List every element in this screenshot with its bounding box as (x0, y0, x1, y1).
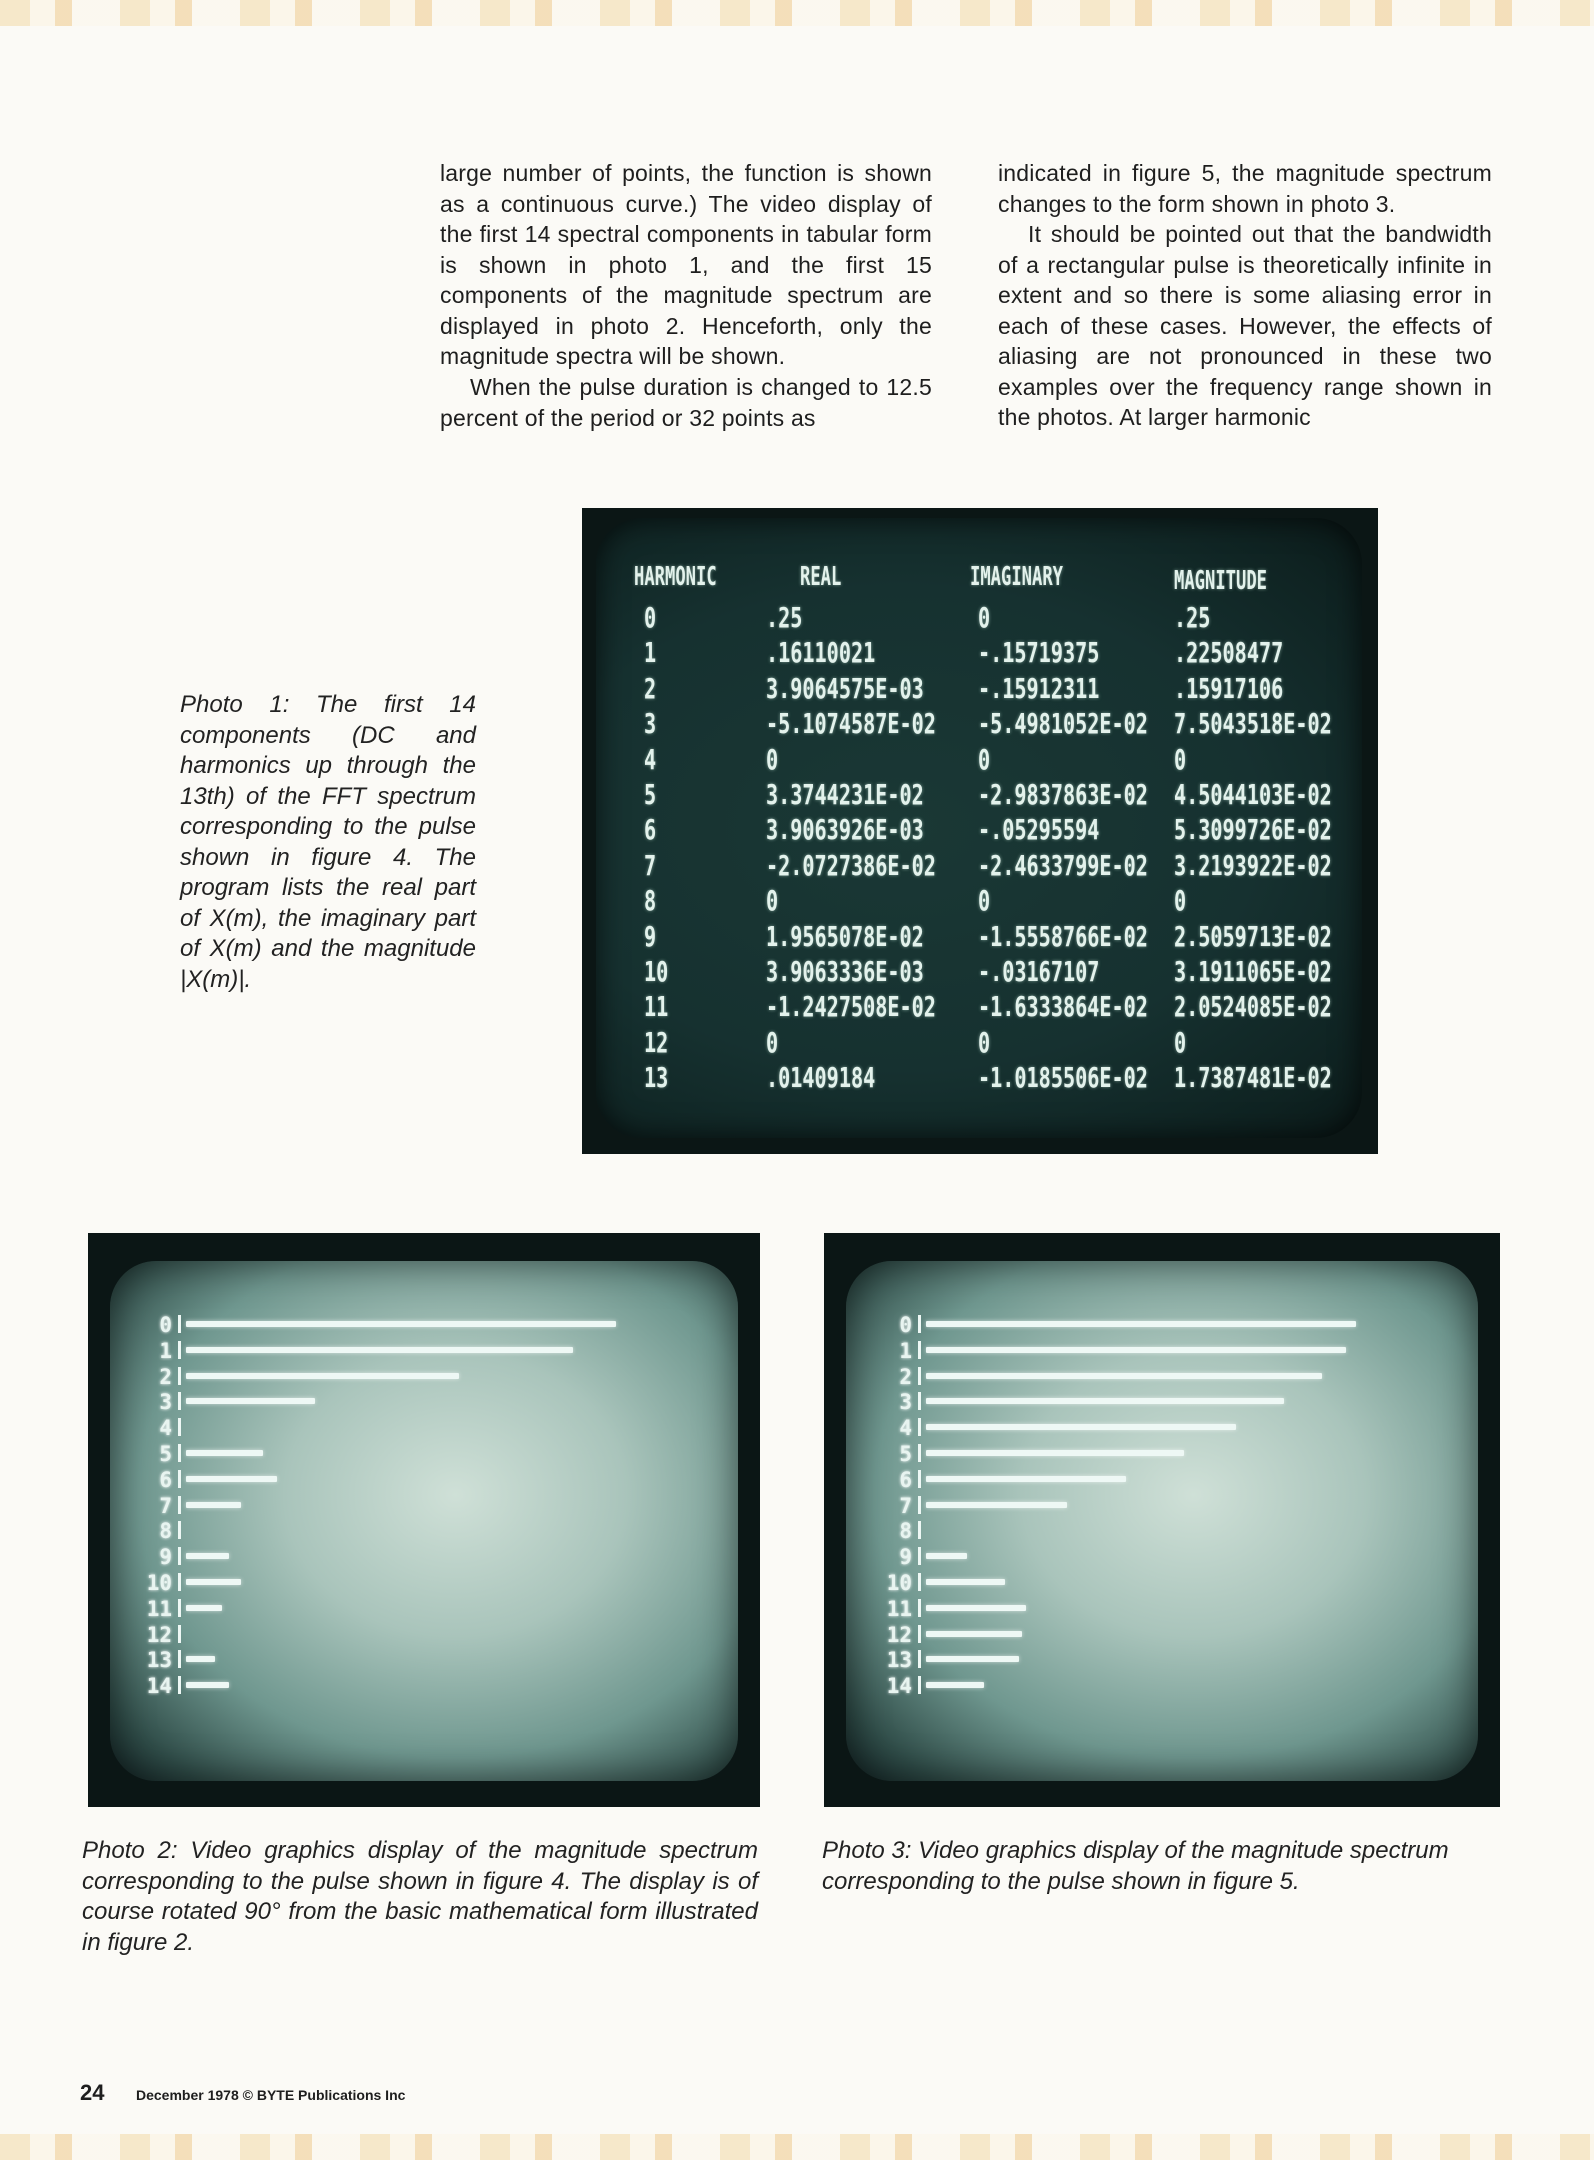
bar-baseline-tick (178, 1625, 181, 1643)
magnitude-bar (926, 1656, 1019, 1662)
photo1-cell-harmonic: 12 (644, 1025, 669, 1059)
bar-label: 7 (159, 1493, 172, 1518)
photo1-cell-real: -2.0727386E-02 (766, 848, 936, 882)
photo1-cell-real: 3.9063336E-03 (766, 955, 924, 988)
photo1-cell-harmonic: 8 (644, 884, 657, 918)
photo3-tv-bargraph (824, 1233, 1500, 1807)
magnitude-bar (926, 1373, 1322, 1379)
bar-label: 0 (159, 1313, 172, 1337)
bar-label: 11 (146, 1596, 172, 1621)
bar-row (142, 1365, 702, 1391)
bar-baseline-tick (178, 1496, 181, 1514)
photo1-cell-imaginary: -5.4981052E-02 (978, 707, 1148, 741)
photo2-tv-bargraph (88, 1233, 760, 1807)
bar-label: 5 (159, 1442, 172, 1466)
bar-label: 3 (159, 1390, 172, 1415)
photo1-header-real: REAL (800, 562, 842, 592)
bar-label: 1 (899, 1338, 912, 1363)
bar-row (142, 1648, 702, 1674)
bar-baseline-tick (178, 1521, 181, 1539)
photo1-header-imaginary: IMAGINARY (970, 562, 1063, 592)
bar-label: 10 (886, 1571, 912, 1595)
bar-label: 10 (146, 1571, 172, 1595)
photo1-cell-magnitude: 5.3099726E-02 (1174, 813, 1332, 847)
photo1-cell-real: 1.9565078E-02 (766, 919, 924, 953)
body-col-b-para-2: It should be pointed out that the bandwidth of a rectangular pulse is theoretically infinite in extent and so there is some aliasing error in each of these cases. However, the effects of aliasing are not pronounced in these two examples over the frequency range shown in the photos. At larger harmonic (998, 221, 1492, 430)
magnitude-bar (926, 1605, 1026, 1611)
photo1-cell-harmonic: 9 (644, 919, 657, 953)
photo1-cell-real: -1.2427508E-02 (766, 990, 936, 1024)
photo1-cell-harmonic: 0 (644, 601, 657, 634)
body-col-b-para-1: indicated in figure 5, the magnitude spectrum changes to the form shown in photo 3. (998, 160, 1492, 217)
photo1-cell-harmonic: 6 (644, 813, 657, 847)
photo1-tv-table (582, 508, 1378, 1154)
bar-row (882, 1545, 1442, 1571)
photo1-cell-harmonic: 2 (644, 671, 657, 705)
photo1-cell-magnitude: 3.1911065E-02 (1174, 955, 1332, 988)
photo1-cell-real: 3.9064575E-03 (766, 671, 924, 705)
photo1-cell-magnitude: .22508477 (1174, 636, 1284, 670)
photo1-cell-harmonic: 13 (644, 1061, 669, 1095)
bar-label: 5 (899, 1442, 912, 1466)
photo1-cell-real: .01409184 (766, 1061, 876, 1095)
magnitude-bar (186, 1347, 573, 1353)
magnitude-bar (186, 1321, 616, 1327)
bar-label: 11 (886, 1596, 912, 1621)
photo1-cell-real: 0 (766, 884, 779, 918)
bar-row (882, 1519, 1442, 1545)
bar-row (142, 1519, 702, 1545)
bar-baseline-tick (918, 1599, 921, 1617)
bar-row (142, 1571, 702, 1597)
photo1-cell-imaginary: 0 (978, 1025, 991, 1059)
bar-row (882, 1494, 1442, 1520)
bar-label: 6 (159, 1467, 172, 1492)
bar-row (142, 1313, 702, 1339)
photo2-caption: Photo 2: Video graphics display of the magnitude spectrum corresponding to the pulse shown in figure 4. The display is of course rotated 90° from the basic mathematical form illustrated in figure 2. (82, 1837, 758, 1956)
photo1-cell-real: -5.1074587E-02 (766, 707, 936, 741)
bar-baseline-tick (178, 1547, 181, 1565)
bar-baseline-tick (918, 1547, 921, 1565)
bar-label: 8 (899, 1519, 912, 1544)
bar-baseline-tick (918, 1341, 921, 1359)
body-col-a-para-2: When the pulse duration is changed to 12.5 percent of the period or 32 points as (440, 374, 932, 431)
photo1-cell-imaginary: -1.0185506E-02 (978, 1061, 1148, 1095)
magnitude-bar (186, 1476, 277, 1482)
bar-row (882, 1648, 1442, 1674)
magnitude-bar (186, 1605, 222, 1611)
photo1-cell-magnitude: 1.7387481E-02 (1174, 1061, 1332, 1095)
bar-baseline-tick (918, 1676, 921, 1694)
bar-baseline-tick (918, 1315, 921, 1333)
bar-label: 4 (159, 1416, 172, 1441)
body-col-a-para-1: large number of points, the function is shown as a continuous curve.) The video display of the first 14 spectral components in tabular form is shown in photo 1, and the first 15 components of the magnitude spectrum are displayed in photo 2. Henceforth, only the magnitude spectra will be shown. (440, 160, 932, 369)
photo1-cell-harmonic: 3 (644, 707, 657, 741)
bar-row (882, 1623, 1442, 1649)
bar-baseline-tick (178, 1341, 181, 1359)
bar-row (882, 1339, 1442, 1365)
magnitude-bar (186, 1656, 215, 1662)
magnitude-bar (186, 1579, 241, 1585)
photo1-cell-magnitude: 0 (1174, 884, 1187, 918)
photo1-cell-magnitude: 7.5043518E-02 (1174, 707, 1332, 741)
photo1-cell-real: .16110021 (766, 636, 876, 670)
magnitude-bar (926, 1631, 1022, 1637)
bar-label: 12 (886, 1622, 912, 1647)
bar-baseline-tick (918, 1573, 921, 1591)
photo1-cell-real: .25 (766, 601, 803, 634)
bar-baseline-tick (178, 1315, 181, 1333)
bar-row (882, 1390, 1442, 1416)
bar-baseline-tick (178, 1418, 181, 1436)
photo1-cell-real: 3.3744231E-02 (766, 778, 924, 811)
bar-row (142, 1339, 702, 1365)
bar-baseline-tick (178, 1470, 181, 1488)
magnitude-bar (186, 1373, 459, 1379)
bar-row (882, 1571, 1442, 1597)
bar-label: 3 (899, 1390, 912, 1415)
bar-row (882, 1468, 1442, 1494)
magnitude-bar (926, 1682, 984, 1688)
bar-row (882, 1597, 1442, 1623)
magnitude-bar (926, 1398, 1284, 1404)
photo1-cell-harmonic: 11 (644, 990, 669, 1024)
bar-row (142, 1623, 702, 1649)
photo1-cell-harmonic: 5 (644, 778, 657, 811)
photo1-cell-imaginary: -.05295594 (978, 813, 1100, 847)
bar-label: 14 (886, 1674, 912, 1699)
bar-label: 8 (159, 1519, 172, 1544)
magnitude-bar (186, 1398, 315, 1404)
bar-label: 13 (886, 1648, 912, 1673)
photo1-cell-imaginary: -2.4633799E-02 (978, 848, 1148, 882)
photo1-cell-magnitude: 2.5059713E-02 (1174, 919, 1332, 953)
bar-label: 2 (899, 1364, 912, 1389)
bar-baseline-tick (178, 1392, 181, 1410)
photo1-cell-imaginary: 0 (978, 601, 991, 634)
bar-baseline-tick (178, 1650, 181, 1668)
photo1-cell-imaginary: -1.5558766E-02 (978, 919, 1148, 953)
photo1-cell-imaginary: 0 (978, 742, 991, 776)
bar-row (142, 1416, 702, 1442)
bar-row (882, 1442, 1442, 1468)
bar-label: 6 (899, 1467, 912, 1492)
footer-credit: December 1978 © BYTE Publications Inc (136, 2087, 406, 2103)
bar-baseline-tick (918, 1650, 921, 1668)
photo1-cell-real: 0 (766, 742, 779, 776)
photo1-cell-imaginary: -2.9837863E-02 (978, 778, 1148, 811)
photo1-cell-magnitude: 4.5044103E-02 (1174, 778, 1332, 811)
bar-baseline-tick (918, 1367, 921, 1385)
photo1-caption: Photo 1: The first 14 components (DC and harmonics up through the 13th) of the FFT spectrum corresponding to the pulse shown in figure 4. The program lists the real part of X(m), the imaginary part of X(m) and the magnitude |X(m)|. (180, 691, 476, 993)
photo1-cell-imaginary: -.15912311 (978, 671, 1100, 705)
bar-row (882, 1365, 1442, 1391)
bar-baseline-tick (918, 1392, 921, 1410)
photo1-cell-imaginary: 0 (978, 884, 991, 918)
bar-row (142, 1468, 702, 1494)
bar-baseline-tick (918, 1521, 921, 1539)
bar-label: 9 (899, 1545, 912, 1570)
photo1-cell-magnitude: .15917106 (1174, 671, 1284, 705)
photo1-cell-imaginary: -1.6333864E-02 (978, 990, 1148, 1024)
bar-label: 12 (146, 1622, 172, 1647)
top-edge-stain (0, 0, 1594, 26)
bar-baseline-tick (178, 1599, 181, 1617)
photo1-header-harmonic: HARMONIC (634, 562, 717, 592)
magnitude-bar (926, 1321, 1356, 1327)
photo1-header-magnitude: MAGNITUDE (1174, 566, 1267, 596)
bar-label: 7 (899, 1493, 912, 1518)
photo1-cell-harmonic: 4 (644, 742, 657, 776)
magnitude-bar (186, 1553, 229, 1559)
bar-baseline-tick (178, 1367, 181, 1385)
bar-row (142, 1494, 702, 1520)
photo1-cell-imaginary: -.03167107 (978, 955, 1100, 988)
bar-baseline-tick (918, 1418, 921, 1436)
bar-row (142, 1545, 702, 1571)
bar-row (882, 1313, 1442, 1339)
bar-row (142, 1390, 702, 1416)
bottom-edge-stain (0, 2134, 1594, 2160)
bar-label: 13 (146, 1648, 172, 1673)
bar-baseline-tick (178, 1444, 181, 1462)
bar-baseline-tick (918, 1444, 921, 1462)
photo1-cell-imaginary: -.15719375 (978, 636, 1100, 670)
bar-baseline-tick (178, 1676, 181, 1694)
magnitude-bar (926, 1450, 1184, 1456)
magnitude-bar (926, 1579, 1005, 1585)
photo1-cell-magnitude: 0 (1174, 1025, 1187, 1059)
photo1-cell-harmonic: 10 (644, 955, 669, 988)
magnitude-bar (926, 1553, 967, 1559)
photo3-caption: Photo 3: Video graphics display of the magnitude spectrum corresponding to the pulse shown in figure 5. (822, 1837, 1449, 1895)
bar-baseline-tick (918, 1470, 921, 1488)
bar-label: 1 (159, 1338, 172, 1363)
photo1-cell-harmonic: 1 (644, 636, 657, 670)
magnitude-bar (926, 1424, 1236, 1430)
magnitude-bar (926, 1347, 1346, 1353)
bar-row (142, 1674, 702, 1700)
bar-label: 0 (899, 1313, 912, 1337)
page-number: 24 (80, 2080, 105, 2105)
bar-label: 4 (899, 1416, 912, 1441)
photo1-cell-magnitude: 0 (1174, 742, 1187, 776)
bar-baseline-tick (918, 1625, 921, 1643)
magnitude-bar (926, 1476, 1126, 1482)
photo1-cell-harmonic: 7 (644, 848, 657, 882)
photo1-cell-magnitude: 2.0524085E-02 (1174, 990, 1332, 1024)
bar-row (882, 1416, 1442, 1442)
magnitude-bar (926, 1502, 1067, 1508)
bar-baseline-tick (178, 1573, 181, 1591)
photo1-cell-real: 0 (766, 1025, 779, 1059)
bar-row (882, 1674, 1442, 1700)
bar-baseline-tick (918, 1496, 921, 1514)
magnitude-bar (186, 1502, 241, 1508)
bar-row (142, 1442, 702, 1468)
photo1-cell-magnitude: 3.2193922E-02 (1174, 848, 1332, 882)
photo1-cell-magnitude: .25 (1174, 601, 1211, 634)
magnitude-bar (186, 1450, 263, 1456)
magnitude-bar (186, 1682, 229, 1688)
bar-label: 9 (159, 1545, 172, 1570)
photo1-cell-real: 3.9063926E-03 (766, 813, 924, 847)
bar-row (142, 1597, 702, 1623)
bar-label: 2 (159, 1364, 172, 1389)
bar-label: 14 (146, 1674, 172, 1699)
